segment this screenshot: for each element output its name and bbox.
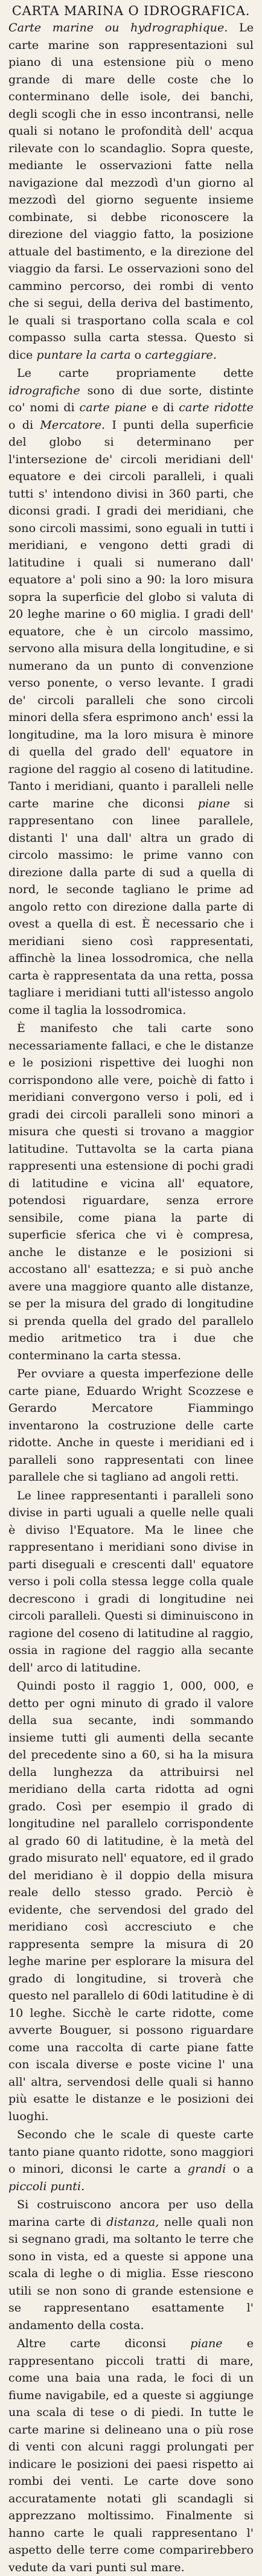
text-run: Per ovviare a questa imperfezione delle carte piane, Eduardo Wright Scozzese e Gerardo Mercatore Fiammingo inventarono la costruzione delle carte ridotte. Anche in queste i meridiani ed i paralleli sono rappresentati con linee parallele che si tagliano ad angoli retti. (8, 1366, 254, 1484)
text-run: Quindi posto il raggio 1, 000, 000, e detto per ogni minuto di grado il valore della sua secante, indi sommando insieme tutti gli aumenti della secante del precedente sino a 60, si ha la misura della lunghezza da attribuirsi nel meridiano della carta ridotta ad ogni grado. Così per esempio il grado di longitudine nel parallelo corrispondente al grado 60 di latitudine, è la metà del grado misurato nell' equatore, ed il grado del meridiano è il doppio della misura reale dello stesso grado. Perciò è evidente, che servendosi del grado del meridiano così accresciuto e che rappresenta sempre la misura di 20 leghe marine per esplorare la misura del grado di longitudine, si troverà che questo nel parallelo di 60di latitudine è di 10 leghe. Sicchè le carte ridotte, come avverte Bouguer, si possono riguardare come una raccolta di carte piane fatte con iscala diverse e poste vicine l' una all' altra, servendosi delle quali si hanno più esatte le distanze e le posizioni dei luoghi. (8, 1679, 254, 2123)
paragraph (8, 1487, 254, 1677)
paragraph (8, 1365, 254, 1486)
text-run: Le linee rappresentanti i paralleli sono divise in parti uguali a quelle nelle quali è diviso l'Equatore. Ma le linee che rappresentano i meridiani sono divise in parti diseguali e crescenti dall' equatore verso i poli colla stessa legge colla quale decrescono i gradi di longitudine nei circoli paralleli. Questi si diminuiscono in ragione del coseno di latitudine al raggio, ossia in ragione del raggio alla secante dell' arco di latitudine. (8, 1488, 254, 1674)
paragraph (8, 2126, 254, 2195)
body-text (8, 19, 254, 2576)
paragraph (8, 365, 254, 1019)
text-run: Altre carte diconsi (17, 2336, 191, 2350)
page-title: CARTA MARINA O IDROGRAFICA. (11, 4, 251, 18)
paragraph (8, 1677, 254, 2125)
text-run: sono di due sorte, distinte co' nomi di (8, 383, 254, 414)
text-run: o di (8, 417, 40, 432)
text-run: o a (226, 2162, 254, 2176)
text-run: Le carte propriamente dette (17, 366, 254, 380)
italic-text: puntare la carta (36, 347, 131, 362)
text-run: si rappresentano con linee parallele, distanti l' una dall' altra un grado di circolo massimo: le prime vanno con direzione dalla parte di sud a quella di nord, le seconde tagliano le prime ad angolo retto con direzione dalla parte di ovest a quella di est. È necessario che i meridiani sieno così rappresentati, affinchè la linea lossodromica, che nella carta è rappresentata da una retta, possa tagliare i meridiani tutti all'istesso angolo come il taglia la lossodromica. (8, 796, 254, 1017)
italic-text: grandi (187, 2162, 226, 2176)
italic-text: Mercatore. (40, 417, 106, 432)
text-run: o (130, 347, 145, 362)
text-run: nelle quali non si segnano gradi, ma soltanto le terre che sono in vista, ed a queste si appone una scala di leghe o di miglia. Esse riescono utili se non sono di grande estensione e se rappresentano esattamente l' andamento della costa. (8, 2214, 254, 2332)
italic-text: piane (197, 796, 231, 810)
italic-text: idrografiche (8, 383, 80, 397)
paragraph (8, 2335, 254, 2576)
italic-text: distanza, (106, 2214, 159, 2229)
text-run: Secondo che le scale di queste carte tanto piane quanto ridotte, sono maggiori o minori, diconsi le carte a (8, 2127, 254, 2176)
italic-text: carteggiare. (145, 347, 217, 362)
text-run: e rappresentano piccoli tratti di mare, come una baia una rada, le foci di un fiume navigabile, ed a queste si aggiunge una scala di tese o di piedi. In tutte le carte marine si delineano una o più rose di venti con alcuni raggi prolungati per indicare le posizioni dei paesi rispetto ai rombi dei venti. Le carte dove sono accuratamente notati gli scandagli si apprezzano moltissimo. Finalmente si hanno carte le quali rappresentano l' aspetto delle terre come comparirebbero vedute da vari punti sul mare. (8, 2336, 254, 2574)
italic-text: carte ridotte (179, 400, 254, 414)
italic-text: piane (190, 2336, 223, 2350)
text-run: Si costruiscono ancora per uso della marina carte di (8, 2197, 254, 2229)
text-run: I punti della superficie del globo si determinano per l'intersezione de' circoli meridiani dell' equatore e dei circoli paralleli, i quali tutti s' intendono divisi in 360 parti, che diconsi gradi. I gradi dei meridiani, che sono circoli massimi, sono eguali in tutti i meridiani, e vengono detti gradi di latitudine i quali si numerano dall' equatore a' poli sino a 90: la loro misura sopra la superficie del globo si valuta di 20 leghe marine o 60 miglia. I gradi dell' equatore, che è un circolo massimo, servono alla misura della longitudine, e si numerano da un punto di convenzione verso ponente, o verso levante. I gradi de' circoli paralleli che sono circoli minori della sfera esprimono anch' essi la longitudine, ma la loro misura è minore di quella del grado dell' equatore in ragione del raggio al coseno di latitudine. Tanto i meridiani, quanto i paralleli nelle carte marine che diconsi (8, 417, 254, 810)
italic-text: carte piane (79, 400, 147, 414)
paragraph (8, 1020, 254, 1364)
paragraph (8, 19, 254, 364)
text-run: e di (146, 400, 179, 414)
italic-text: Carte marine ou hydrographique. (8, 21, 228, 34)
paragraph (8, 2196, 254, 2334)
text-run: È manifesto che tali carte sono necessariamente fallaci, e che le distanze e le posizioni rispettive dei luoghi non corrispondono alle vere, poichè di fatto i meridiani convergono verso i poli, ed i gradi dei circoli paralleli sono minori a misura che questi si trovano a maggior latitudine. Tuttavolta se la carta piana rappresenti una estensione di pochi gradi di latitudine e vicina all' equatore, potendosi riguardare, senza errore sensibile, come piana la parte di superficie sferica che vi è compresa, anche le distanze e le posizioni si accostano all' esattezza; e si può anche avere una maggiore quanto alle distanze, se per la misura del grado di longitudine si prenda quella del grado del parallelo medio aritmetico tra i due che conterminano la carta stessa. (8, 1021, 254, 1362)
italic-text: piccoli punti. (8, 2179, 85, 2193)
text-run: Le carte marine son rappresentazioni sul piano di una estensione più o meno grande di mare delle coste che lo conterminano delle isole, dei banchi, degli scogli che in esso incontransi, nelle quali si notano le profondità dell' acqua rilevate con lo scandaglio. Sopra queste, mediante le osservazioni fatte nella navigazione dal mezzodì d'un giorno al mezzodì del giorno seguente insieme combinate, si debbe riconoscere la direzione del viaggio fatto, la posizione attuale del bastimento, e la direzione del viaggio da farsi. Le osservazioni sono del cammino percorso, dei rombi di vento che si segui, della deriva del bastimento, le quali si trasportano colla scala e col compasso sulla carta stessa. Questo si dice (8, 21, 254, 362)
